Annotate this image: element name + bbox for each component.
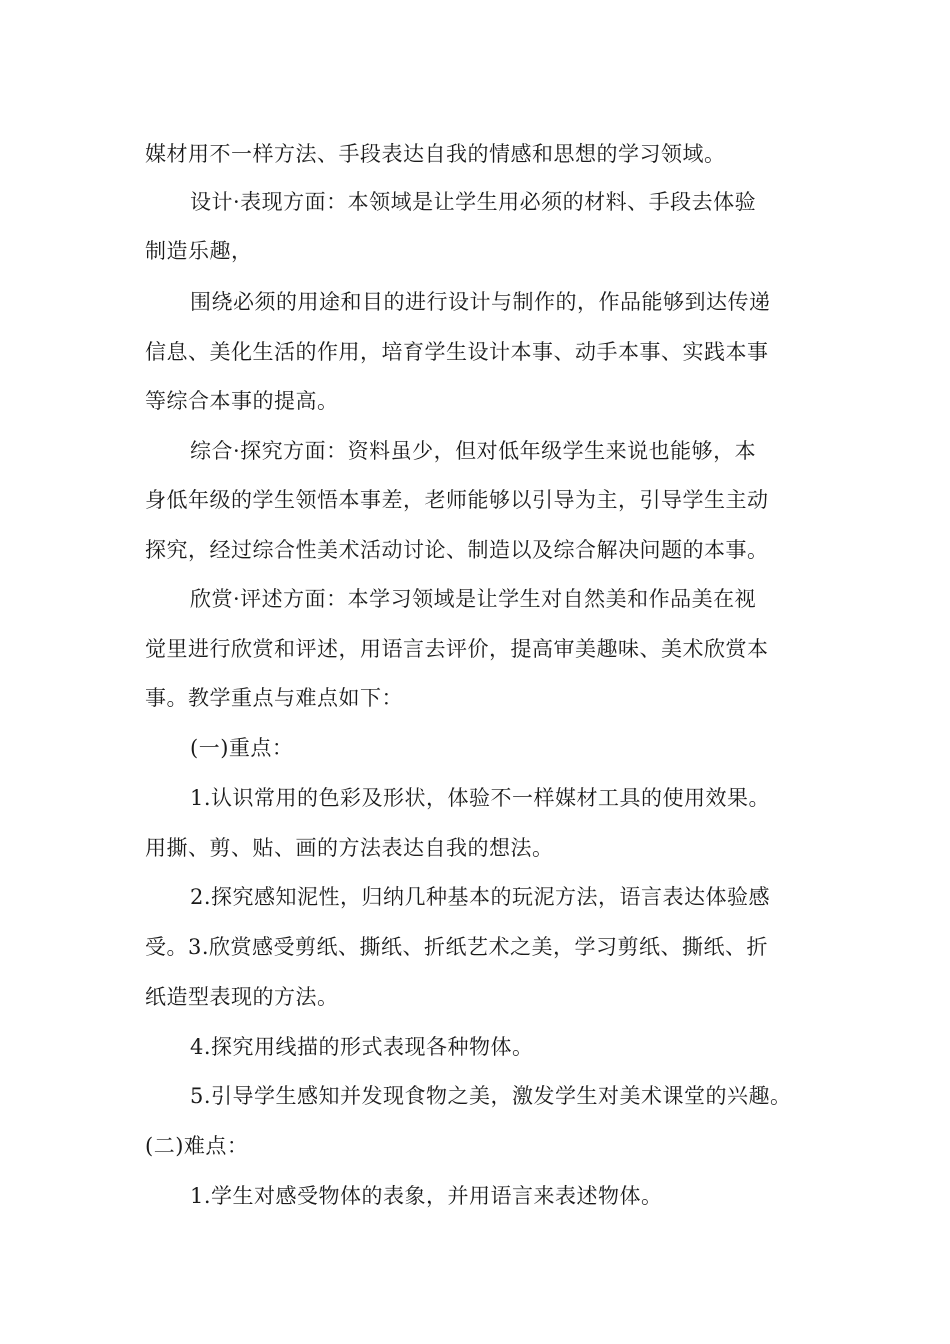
- text-line: 探究，经过综合性美术活动讨论、制造以及综合解决问题的本事。: [145, 538, 769, 562]
- paragraph-appreciation-review: 欣赏·评述方面：本学习领域是让学生对自然美和作品美在视: [190, 587, 757, 611]
- text-line: 身低年级的学生领悟本事差，老师能够以引导为主，引导学生主动: [145, 488, 769, 512]
- text-line: 信息、美化生活的作用，培育学生设计本事、动手本事、实践本事: [145, 340, 769, 364]
- list-item: 5.引导学生感知并发现食物之美，激发学生对美术课堂的兴趣。: [190, 1084, 792, 1108]
- text-line: 受。3.欣赏感受剪纸、撕纸、折纸艺术之美，学习剪纸、撕纸、折: [145, 935, 769, 959]
- paragraph-purpose: 围绕必须的用途和目的进行设计与制作的，作品能够到达传递: [190, 290, 771, 314]
- list-item: 1.认识常用的色彩及形状，体验不一样媒材工具的使用效果。: [190, 786, 771, 810]
- section-heading-key-points: (一)重点：: [190, 736, 294, 760]
- text-line: 等综合本事的提高。: [145, 389, 339, 413]
- list-item: 2.探究感知泥性，归纳几种基本的玩泥方法，语言表达体验感: [190, 885, 771, 909]
- text-line: 纸造型表现的方法。: [145, 985, 339, 1009]
- list-item: 1.学生对感受物体的表象，并用语言来表述物体。: [190, 1184, 663, 1208]
- text-line: 用撕、剪、贴、画的方法表达自我的想法。: [145, 836, 554, 860]
- paragraph-design-expression: 设计·表现方面：本领域是让学生用必须的材料、手段去体验: [190, 190, 757, 214]
- text-line: 事。教学重点与难点如下：: [145, 686, 403, 710]
- list-item: 4.探究用线描的形式表现各种物体。: [190, 1035, 534, 1059]
- section-heading-difficulties: (二)难点：: [145, 1134, 249, 1158]
- text-line: 制造乐趣，: [145, 239, 253, 263]
- text-line: 觉里进行欣赏和评述，用语言去评价，提高审美趣味、美术欣赏本: [145, 637, 769, 661]
- paragraph-comprehensive-exploration: 综合·探究方面：资料虽少，但对低年级学生来说也能够，本: [190, 439, 757, 463]
- text-line: 媒材用不一样方法、手段表达自我的情感和思想的学习领域。: [145, 142, 726, 166]
